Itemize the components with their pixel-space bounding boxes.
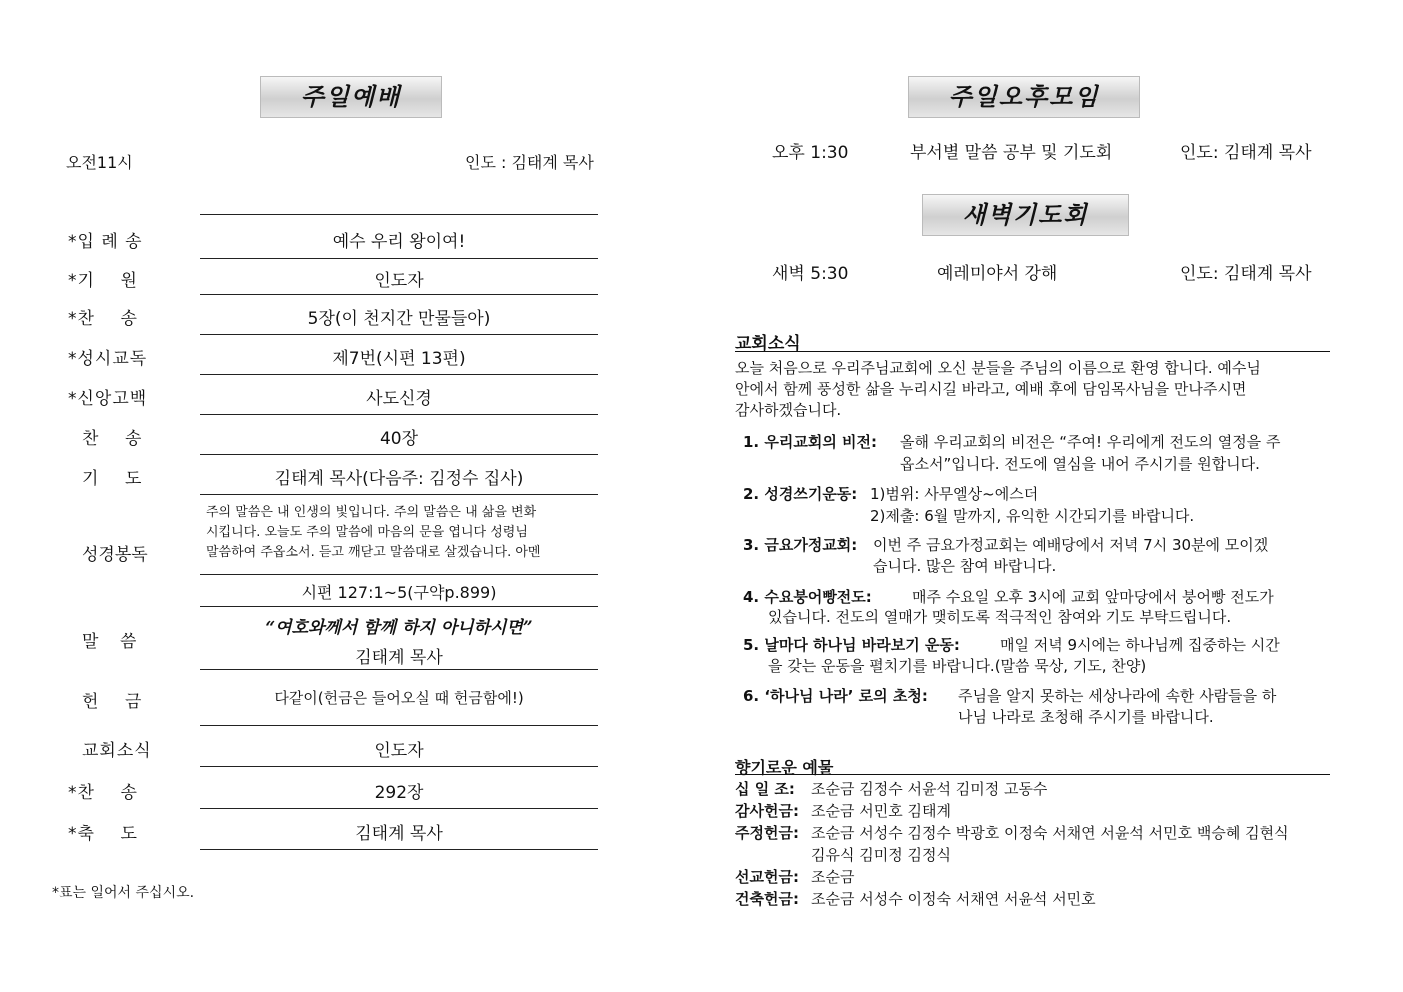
news-item-line: 나님 나라로 초청해 주시기를 바랍니다. (958, 708, 1214, 726)
news-item-line: 을 갖는 운동을 펼치기를 바랍니다.(말씀 묵상, 기도, 찬양) (768, 657, 1147, 675)
news-heading: 교회소식 (735, 334, 801, 354)
afternoon-leader: 인도: 김태계 목사 (1180, 143, 1312, 163)
order-value: 292장 (374, 783, 424, 803)
dawn-title: 새벽기도회 (922, 194, 1129, 236)
offerings-rule (735, 774, 1330, 775)
order-value: 40장 (379, 429, 419, 449)
sermon-label: 말 씀 (82, 632, 137, 652)
worship-leader: 인도 : 김태계 목사 (465, 153, 594, 172)
scripture-label: 성경봉독 (82, 545, 148, 565)
news-item-title: 5. 날마다 하나님 바라보기 운동: (743, 636, 960, 654)
offering-label: 감사헌금: (735, 802, 799, 820)
news-item-line: 이번 주 금요가정교회는 예배당에서 저녁 7시 30분에 모이겠 (873, 536, 1269, 554)
order-label: 찬 송 (82, 429, 143, 449)
news-item-line: 1)범위: 사무엘상~에스더 (870, 485, 1039, 503)
offering-label: 주정헌금: (735, 824, 799, 842)
order-value: 다같이(헌금은 들어오실 때 헌금함에!) (274, 689, 524, 707)
order-value: 사도신경 (366, 389, 432, 409)
news-item-title: 3. 금요가정교회: (743, 536, 858, 554)
news-item-line: 습니다. 많은 참여 바랍니다. (873, 557, 1057, 575)
dawn-time: 새벽 5:30 (772, 264, 849, 284)
scripture-prayer (206, 503, 592, 563)
divider (200, 849, 598, 850)
afternoon-time: 오후 1:30 (772, 143, 849, 163)
offering-row (735, 779, 795, 800)
offering-names: 조순금 (811, 868, 855, 886)
divider (200, 574, 598, 575)
offering-names: 김유식 김미정 김정식 (811, 846, 951, 864)
divider (200, 414, 598, 415)
sermon-preacher: 김태계 목사 (355, 648, 443, 668)
news-item (743, 535, 857, 556)
divider (200, 454, 598, 455)
order-value: 김태계 목사 (355, 824, 443, 844)
order-label: *축 도 (68, 824, 138, 844)
news-item (743, 635, 960, 656)
news-rule (735, 351, 1330, 352)
news-item-line: 주님을 알지 못하는 세상나라에 속한 사람들을 하 (958, 687, 1277, 705)
order-value: 제7번(시편 13편) (332, 349, 466, 369)
order-label: *신앙고백 (68, 389, 148, 409)
offering-names: 조순금 서성수 김정수 박광호 이정숙 서채연 서윤석 서민호 백승혜 김현식 (811, 824, 1289, 842)
order-value: 인도자 (374, 741, 424, 761)
offering-names: 조순금 김정수 서윤석 김미정 고동수 (811, 780, 1048, 798)
news-item-line: 올해 우리교회의 비전은 “주여! 우리에게 전도의 열정을 주 (900, 433, 1281, 451)
prayer-line: 시킵니다. 오늘도 주의 말씀에 마음의 문을 엽니다 성령님 (206, 525, 528, 540)
offering-row (735, 867, 799, 888)
worship-title: 주일예배 (260, 76, 442, 118)
offerings-heading: 향기로운 예물 (735, 758, 834, 777)
offering-names: 조순금 서성수 이정숙 서채연 서윤석 서민호 (811, 890, 1096, 908)
prayer-line: 주의 말씀은 내 인생의 빛입니다. 주의 말씀은 내 삶을 변화 (206, 505, 537, 520)
news-item (743, 432, 877, 453)
offering-row (735, 823, 799, 844)
divider (200, 214, 598, 215)
order-value: 5장(이 천지간 만물들아) (307, 309, 491, 329)
divider (200, 766, 598, 767)
divider (200, 725, 598, 726)
intro-line: 감사하겠습니다. (735, 401, 842, 419)
order-label: *찬 송 (68, 783, 138, 803)
divider (200, 606, 598, 607)
footnote: *표는 일어서 주십시오. (52, 885, 195, 901)
order-label: 교회소식 (82, 741, 152, 761)
order-value: 예수 우리 왕이여! (332, 232, 466, 252)
offering-names: 조순금 서민호 김태계 (811, 802, 951, 820)
news-item-line: 매주 수요일 오후 3시에 교회 앞마당에서 붕어빵 전도가 (912, 588, 1274, 606)
news-item-title: 6. ‘하나님 나라’ 로의 초청: (743, 687, 928, 705)
scripture-reference: 시편 127:1~5(구약p.899) (301, 583, 497, 602)
divider (200, 258, 598, 259)
divider (200, 494, 598, 495)
offering-label: 건축헌금: (735, 890, 799, 908)
divider (200, 669, 598, 670)
order-label: *찬 송 (68, 309, 138, 329)
worship-time: 오전11시 (66, 153, 133, 172)
order-label: *성시교독 (68, 349, 148, 369)
prayer-line: 말씀하여 주옵소서. 듣고 깨닫고 말씀대로 살겠습니다. 아멘 (206, 545, 541, 560)
afternoon-desc: 부서별 말씀 공부 및 기도회 (910, 143, 1113, 163)
news-item-line: 2)제출: 6월 말까지, 유익한 시간되기를 바랍니다. (870, 507, 1195, 525)
news-item (743, 587, 872, 608)
dawn-desc: 예레미야서 강해 (937, 264, 1058, 284)
news-intro (735, 358, 1330, 421)
order-label: *입 례 송 (68, 232, 143, 252)
offering-label: 선교헌금: (735, 868, 799, 886)
dawn-leader: 인도: 김태계 목사 (1180, 264, 1312, 284)
news-item-title: 1. 우리교회의 비전: (743, 433, 878, 451)
intro-line: 안에서 함께 풍성한 삶을 누리시길 바라고, 예배 후에 담임목사님을 만나주시면 (735, 380, 1247, 398)
news-item-line: 매일 저녁 9시에는 하나님께 집중하는 시간 (1000, 636, 1280, 654)
order-label: 헌 금 (82, 692, 143, 712)
offering-row (735, 801, 799, 822)
divider (200, 334, 598, 335)
divider (200, 294, 598, 295)
afternoon-title: 주일오후모임 (908, 76, 1140, 118)
intro-line: 오늘 처음으로 우리주님교회에 오신 분들을 주님의 이름으로 환영 합니다. 예수님 (735, 359, 1261, 377)
divider (200, 374, 598, 375)
order-value: 인도자 (374, 271, 424, 291)
order-label: 기 도 (82, 469, 143, 489)
sermon-title: “여호와께서 함께 하지 아니하시면” (265, 618, 533, 638)
news-item-line: 옵소서”입니다. 전도에 열심을 내어 주시기를 원합니다. (900, 455, 1260, 473)
offering-row (735, 889, 799, 910)
offering-label: 십 일 조: (735, 780, 795, 798)
news-item-line: 있습니다. 전도의 열매가 맺히도록 적극적인 참여와 기도 부탁드립니다. (768, 608, 1232, 626)
news-item (743, 484, 857, 505)
news-item (743, 686, 928, 707)
order-value: 김태계 목사(다음주: 김정수 집사) (274, 469, 524, 489)
news-item-title: 2. 성경쓰기운동: (743, 485, 858, 503)
news-item-title: 4. 수요붕어빵전도: (743, 588, 872, 606)
order-label: *기 원 (68, 271, 138, 291)
divider (200, 808, 598, 809)
